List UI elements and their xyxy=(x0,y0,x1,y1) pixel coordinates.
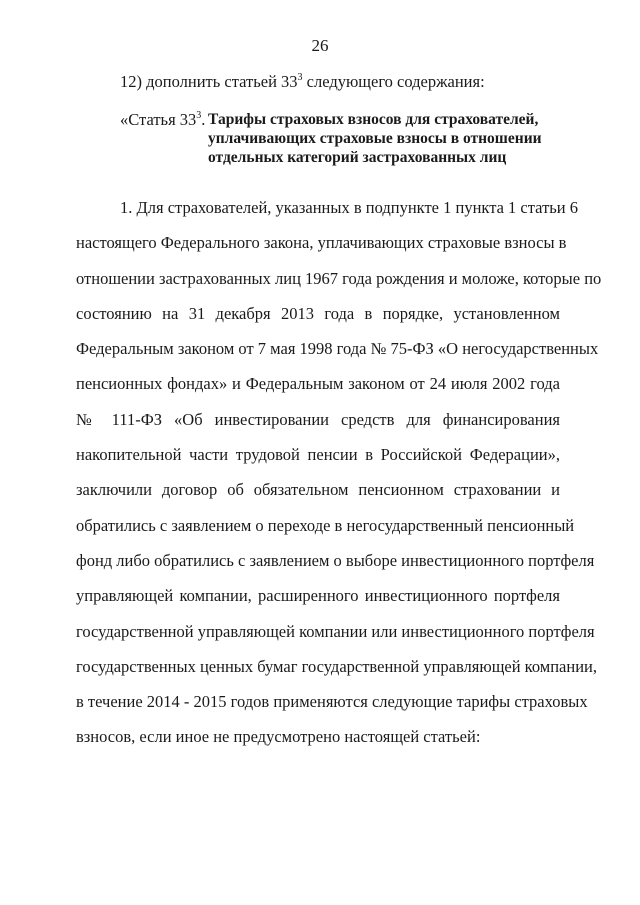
article-label-prefix: «Статья 33 xyxy=(120,110,197,129)
paragraph-line: состоянию на 31 декабря 2013 года в порядке, установленном xyxy=(76,303,560,323)
paragraph-line: накопительной части трудовой пенсии в Российской Федерации», xyxy=(76,445,560,465)
paragraph-line: государственных ценных бумаг государственной управляющей компании, xyxy=(76,656,597,676)
paragraph-line: взносов, если иное не предусмотрено настоящей статьей: xyxy=(76,727,481,747)
paragraph-line: № 111-ФЗ «Об инвестировании средств для финансирования xyxy=(76,409,560,429)
paragraph-line: заключили договор об обязательном пенсионном страховании и xyxy=(76,480,560,500)
paragraph-line: 1. Для страхователей, указанных в подпункте 1 пункта 1 статьи 6 xyxy=(120,198,579,217)
paragraph-line: управляющей компании, расширенного инвестиционного портфеля xyxy=(76,586,560,606)
paragraph-1 xyxy=(76,190,602,755)
paragraph-line: настоящего Федерального закона, уплачивающих страховые взносы в xyxy=(76,233,567,253)
article-label-suffix: . xyxy=(201,110,206,129)
article-label-superscript: 3 xyxy=(196,110,202,121)
paragraph-line: отношении застрахованных лиц 1967 года рождения и моложе, которые по xyxy=(76,268,602,288)
paragraph-line: Федеральным законом от 7 мая 1998 года № 75-ФЗ «О негосударственных xyxy=(76,339,599,359)
paragraph-line: обратились с заявлением о переходе в негосударственный пенсионный xyxy=(76,515,575,535)
article-title-line: отдельных категорий застрахованных лиц xyxy=(208,149,507,166)
paragraph-line: фонд либо обратились с заявлением о выборе инвестиционного портфеля xyxy=(76,550,595,570)
intro-superscript: 3 xyxy=(297,72,303,83)
paragraph-line: в течение 2014 - 2015 годов применяются следующие тарифы страховых xyxy=(76,692,588,712)
article-label xyxy=(120,110,205,130)
intro-suffix: следующего содержания: xyxy=(302,72,485,91)
article-title-line: уплачивающих страховые взносы в отношении xyxy=(208,130,542,147)
paragraph-line: государственной управляющей компании или инвестиционного портфеля xyxy=(76,621,595,641)
intro-prefix: 12) дополнить статьей 33 xyxy=(120,72,298,91)
amendment-intro xyxy=(120,72,485,92)
page-number: 26 xyxy=(311,36,329,55)
article-title xyxy=(208,110,560,167)
paragraph-line: пенсионных фондах» и Федеральным законом от 24 июля 2002 года xyxy=(76,374,560,394)
article-title-line: Тарифы страховых взносов для страхователей, xyxy=(208,111,539,128)
